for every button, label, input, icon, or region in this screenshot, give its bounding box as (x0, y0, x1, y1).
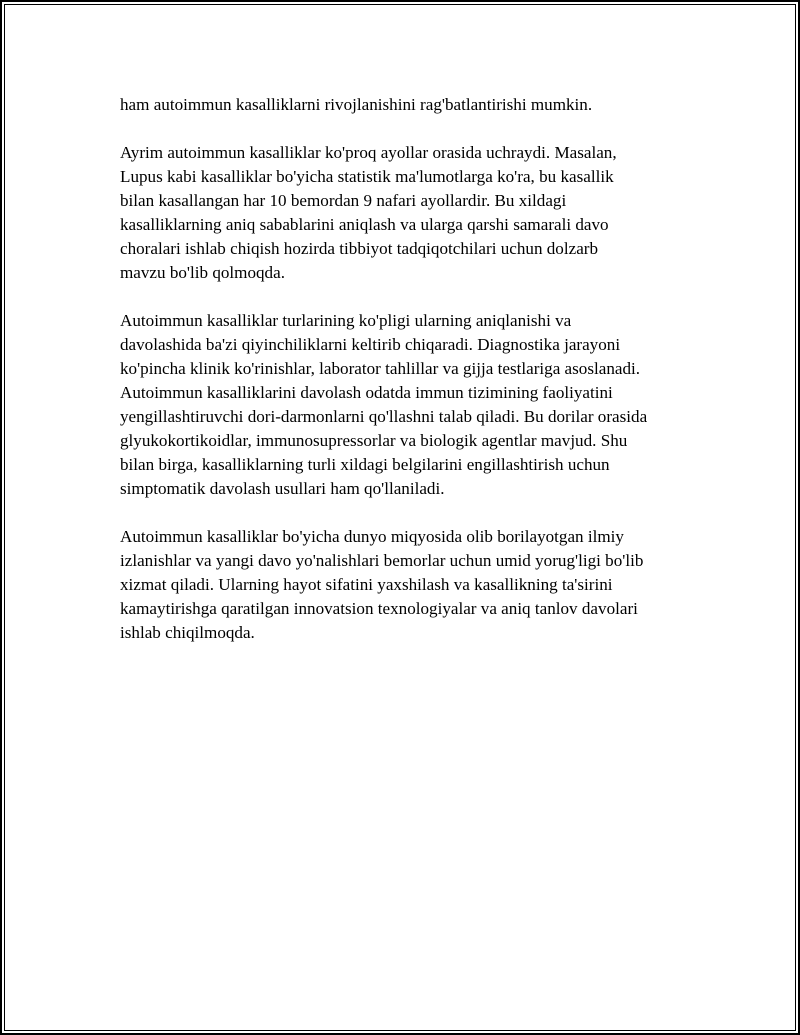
paragraph-3: Autoimmun kasalliklar turlarining ko'pligi ularning aniqlanishi va davolashida ba'zi qiyinchiliklarni keltirib chiqaradi. Diagnostika jarayoni ko'pincha klinik ko'rinishlar, laborator tahlillar va gijja testlariga asoslanadi. Autoimmun kasalliklarini davolash odatda immun tizimining faoliyatini yengillashtiruvchi dori-darmonlarni qo'llashni talab qiladi. Bu dorilar orasida glyukokortikoidlar, immunosupressorlar va biologik agentlar mavjud. Shu bilan birga, kasalliklarning turli xildagi belgilarini engillashtirish uchun simptomatik davolash usullari ham qo'llaniladi. (120, 311, 648, 498)
paragraph-2: Ayrim autoimmun kasalliklar ko'proq ayollar orasida uchraydi. Masalan, Lupus kabi kasalliklar bo'yicha statistik ma'lumotlarga ko'ra, bu kasallik bilan kasallangan har 10 bemordan 9 nafari ayollardir. Bu xildagi kasalliklarning aniq sabablarini aniqlash va ularga qarshi samarali davo choralari ishlab chiqish hozirda tibbiyot tadqiqotchilari uchun dolzarb mavzu bo'lib qolmoqda. (120, 143, 617, 282)
paragraph-1: ham autoimmun kasalliklarni rivojlanishini rag'batlantirishi mumkin. (120, 95, 593, 114)
paragraph-4: Autoimmun kasalliklar bo'yicha dunyo miqyosida olib borilayotgan ilmiy izlanishlar va yangi davo yo'nalishlari bemorlar uchun umid yorug'ligi bo'lib xizmat qiladi. Ularning hayot sifatini yaxshilash va kasallikning ta'sirini kamaytirishga qaratilgan innovatsion texnologiyalar va aniq tanlov davolari ishlab chiqilmoqda. (120, 527, 644, 642)
document-body (120, 93, 695, 669)
